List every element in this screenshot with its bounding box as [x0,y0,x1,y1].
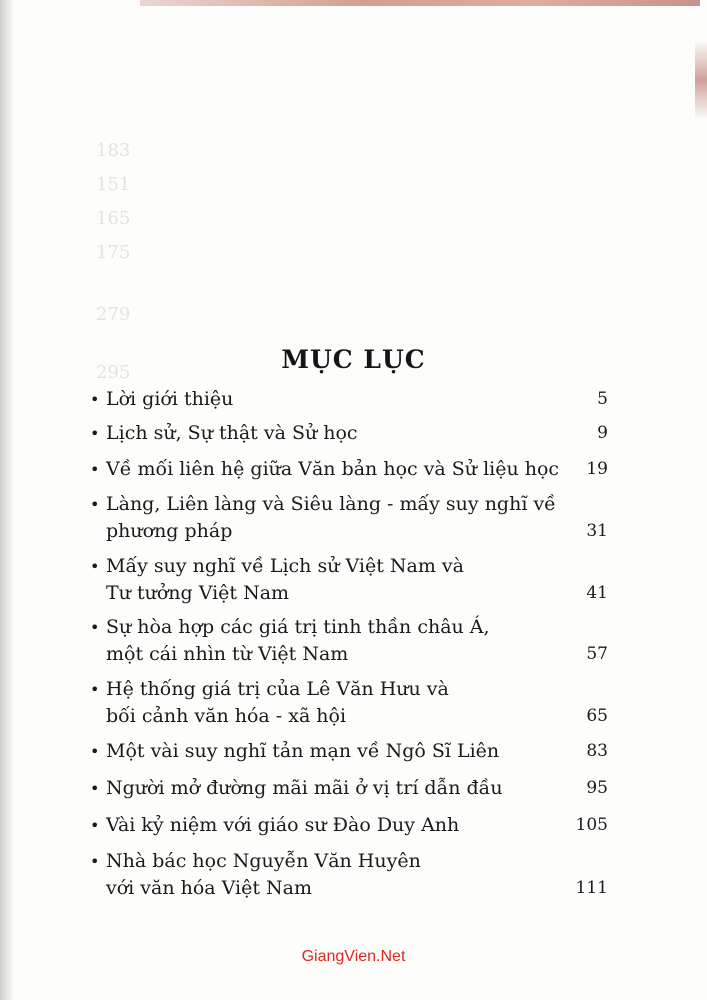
toc-entry [90,738,608,765]
toc-entry [90,386,608,413]
toc-entry-line: Vài kỷ niệm với giáo sư Đào Duy Anh [106,814,460,836]
toc-entry-line: Một vài suy nghĩ tản mạn về Ngô Sĩ Liên [106,740,500,762]
toc-entry-title [90,738,608,765]
bullet-icon: • [90,557,100,576]
toc-entry-title [90,420,608,447]
bullet-icon: • [90,680,100,699]
toc-entry-line: Lời giới thiệu [106,388,234,410]
toc-entry-line: với văn hóa Việt Nam [106,877,313,899]
toc-entry-line: phương pháp [106,520,233,542]
toc-page-number: 5 [597,389,608,409]
toc-page-number: 19 [586,459,608,479]
toc-entry-line: Làng, Liên làng và Siêu làng - mấy suy nghĩ về [106,493,556,515]
toc-entry-title [90,491,608,545]
bullet-icon: • [90,852,100,871]
toc-entry [90,848,608,902]
bleed-through-number: 183 [96,140,131,161]
bullet-icon: • [90,816,100,835]
toc-entry-title [90,614,608,668]
toc-entry-line: Mấy suy nghĩ về Lịch sử Việt Nam và [106,555,464,577]
toc-entry [90,420,608,447]
toc-entry [90,775,608,802]
toc-entry [90,676,608,730]
bullet-icon: • [90,424,100,443]
toc-entry [90,614,608,668]
bleed-through-number: 279 [96,304,131,325]
toc-entry-title [90,812,608,839]
toc-page-number: 95 [586,778,608,798]
toc-page-number: 83 [586,741,608,761]
bleed-through-number: 175 [96,242,131,263]
toc-entry-title [90,386,608,413]
toc-entry-title [90,676,608,730]
toc-entry-title [90,775,608,802]
toc-entry-line: Nhà bác học Nguyễn Văn Huyên [106,850,421,872]
toc-entry-line: bối cảnh văn hóa - xã hội [106,705,347,727]
bleed-through-number: 295 [96,362,131,383]
toc-page-number: 57 [586,644,608,664]
toc-page-number: 9 [597,423,608,443]
toc-entry-line: Hệ thống giá trị của Lê Văn Hưu và [106,678,449,700]
toc-page-number: 41 [586,583,608,603]
bullet-icon: • [90,460,100,479]
toc-entry-line: Người mở đường mãi mãi ở vị trí dẫn đầu [106,777,503,799]
toc-entry-title [90,553,608,607]
toc-entry-title [90,848,608,902]
page-title: MỤC LỤC [281,344,426,374]
toc-page-number: 65 [586,706,608,726]
toc-entry-line: Lịch sử, Sự thật và Sử học [106,422,358,444]
toc-entry-line: một cái nhìn từ Việt Nam [106,643,349,665]
bullet-icon: • [90,390,100,409]
toc-page-number: 31 [586,521,608,541]
toc-entry [90,491,608,545]
toc-page-number: 111 [575,878,608,898]
bullet-icon: • [90,779,100,798]
bullet-icon: • [90,618,100,637]
bullet-icon: • [90,742,100,761]
bleed-through-number: 165 [96,208,131,229]
toc-page-number: 105 [575,815,608,835]
toc-entry-title [90,456,608,483]
bleed-through-number: 151 [96,174,131,195]
toc-entry-line: Sự hòa hợp các giá trị tinh thần châu Á, [106,616,490,638]
toc-entry-line: Tư tưởng Việt Nam [106,582,290,604]
watermark: GiangVien.Net [301,948,406,965]
toc-entry [90,456,608,483]
toc-entry [90,812,608,839]
toc-entry-line: Về mối liên hệ giữa Văn bản học và Sử liệu học [106,458,560,480]
toc-entry [90,553,608,607]
bullet-icon: • [90,495,100,514]
